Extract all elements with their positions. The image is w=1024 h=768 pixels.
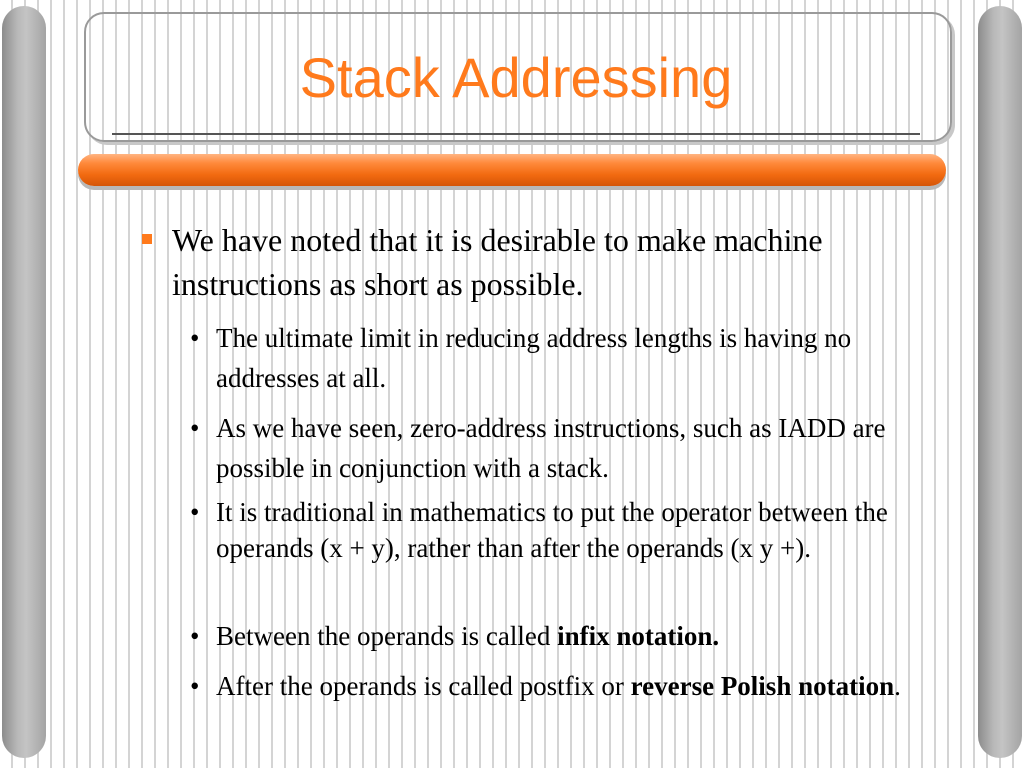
- sub-bullet-1-text: The ultimate limit in reducing address lengths is having no addresses at all.: [216, 323, 852, 393]
- sub-bullet-5-text: [190, 666, 910, 706]
- sub-bullet-4: [190, 616, 910, 656]
- orange-divider-bar: [78, 154, 946, 186]
- square-bullet-icon: [142, 234, 152, 244]
- sub-bullet-5-plain: After the operands is called postfix or: [216, 671, 631, 701]
- sub-bullet-5: [190, 666, 910, 706]
- slide-title: Stack Addressing: [299, 46, 733, 109]
- sub-bullet-4-plain: Between the operands is called: [216, 621, 558, 651]
- sub-bullet-4-text: [190, 616, 910, 656]
- dot-bullet-icon: •: [190, 671, 200, 701]
- dot-bullet-icon: •: [190, 413, 200, 443]
- dot-bullet-icon: •: [190, 497, 200, 527]
- dot-bullet-icon: •: [190, 323, 200, 353]
- title-underline: [112, 133, 920, 135]
- infix-notation-term: infix notation.: [557, 621, 720, 651]
- left-side-bar: [2, 6, 46, 758]
- sub-bullet-1: [190, 318, 910, 398]
- main-bullet-text: We have noted that it is desirable to make machine instructions as short as possible.: [172, 222, 823, 302]
- sub-bullet-3: [190, 494, 910, 566]
- sub-bullet-5-tail: .: [894, 671, 901, 701]
- sub-bullet-2: [190, 408, 910, 488]
- dot-bullet-icon: •: [190, 621, 200, 651]
- main-bullet: [140, 218, 900, 306]
- reverse-polish-notation-term: reverse Polish notation: [630, 671, 895, 701]
- sub-bullet-2-text: As we have seen, zero-address instructions, such as IADD are possible in conjunction with a stack.: [216, 413, 886, 483]
- right-side-bar: [978, 6, 1022, 758]
- sub-bullet-3-text: It is traditional in mathematics to put the operator between the operands (x + y), rather than after the operands (x y +).: [216, 497, 888, 563]
